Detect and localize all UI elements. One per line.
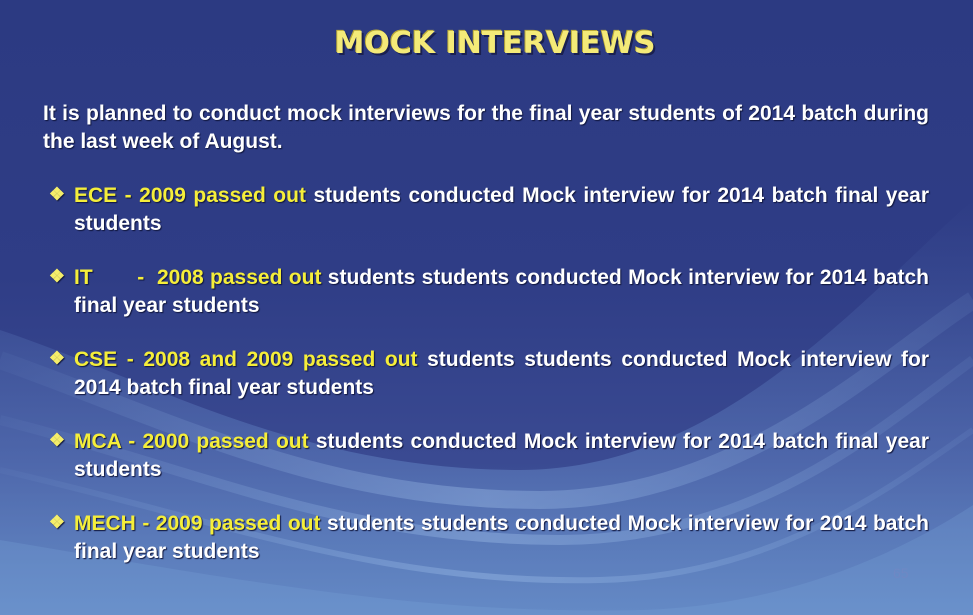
bullet-list: [43, 182, 929, 592]
item-text: students students conducted Mock interview for 2014 batch final year students: [74, 348, 929, 399]
item-text: students students conducted Mock interview for 2014 batch final year students: [74, 512, 929, 563]
list-item: [43, 510, 929, 566]
list-item: [43, 428, 929, 484]
slide-title: MOCK INTERVIEWS: [334, 26, 656, 61]
list-item: [43, 264, 929, 320]
item-highlight: MCA - 2000 passed out: [74, 430, 309, 453]
item-text: students students conducted Mock interview for 2014 batch final year students: [74, 266, 929, 317]
item-highlight: IT - 2008 passed out: [74, 266, 322, 289]
list-item: [43, 182, 929, 238]
item-highlight: MECH - 2009 passed out: [74, 512, 321, 535]
diamond-bullet-icon: ❖: [48, 430, 66, 450]
diamond-bullet-icon: ❖: [48, 348, 66, 368]
intro-paragraph: It is planned to conduct mock interviews for the final year students of 2014 batch during the last week of August.: [43, 102, 929, 153]
item-highlight: CSE - 2008 and 2009 passed out: [74, 348, 418, 371]
list-item: [43, 346, 929, 402]
item-text: students conducted Mock interview for 2014 batch final year students: [74, 430, 929, 481]
diamond-bullet-icon: ❖: [48, 184, 66, 204]
diamond-bullet-icon: ❖: [48, 266, 66, 286]
item-text: students conducted Mock interview for 2014 batch final year students: [74, 184, 930, 235]
item-highlight: ECE - 2009 passed out: [74, 184, 306, 207]
diamond-bullet-icon: ❖: [48, 512, 66, 532]
page-number: 65: [893, 565, 909, 581]
